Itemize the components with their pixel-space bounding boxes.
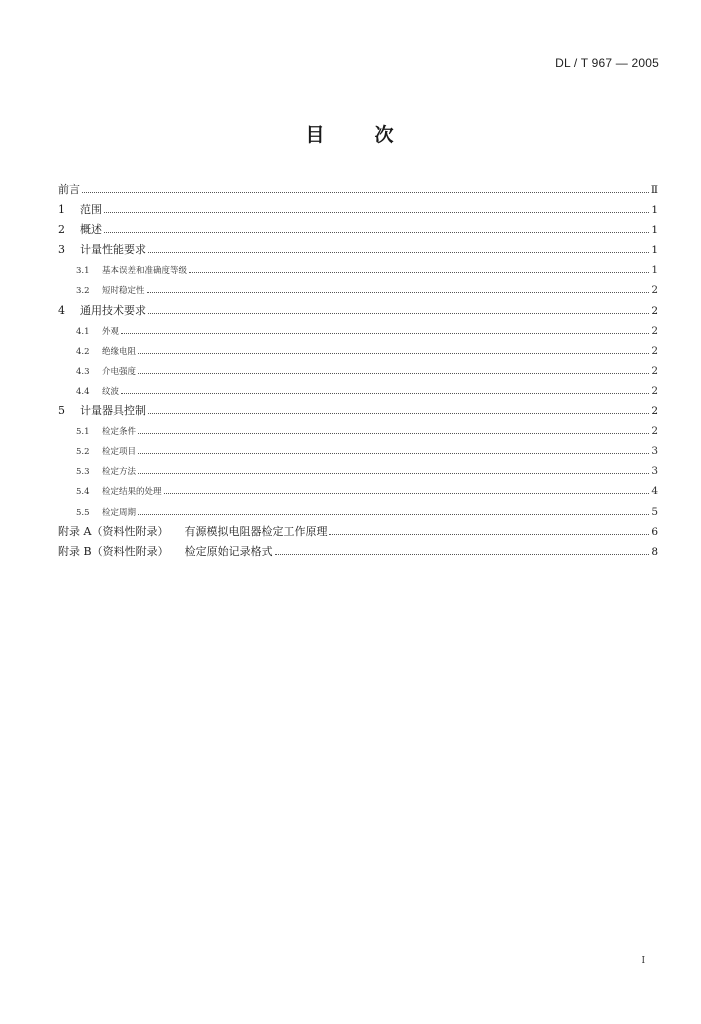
toc-entry-text: 外观 bbox=[102, 326, 120, 337]
toc-entry-page: 2 bbox=[651, 344, 658, 357]
dot-leader bbox=[121, 393, 649, 394]
toc-entry-text: 检定项目 bbox=[102, 447, 137, 458]
toc-entry-number: 5.1 bbox=[76, 427, 90, 438]
toc-entry-4-3[interactable] bbox=[58, 361, 658, 381]
dot-leader bbox=[104, 212, 649, 213]
toc-entry-page: 1 bbox=[651, 204, 658, 217]
dot-leader bbox=[104, 232, 649, 233]
toc-entry-text: 计量器具控制 bbox=[80, 404, 146, 418]
toc-entry-number: 3.1 bbox=[76, 266, 90, 277]
toc-entry-3[interactable] bbox=[58, 240, 658, 260]
toc-entry-number: 5.4 bbox=[76, 487, 90, 498]
document-code: DL / T 967 — 2005 bbox=[555, 56, 659, 70]
toc-title-part2: 次 bbox=[374, 124, 396, 146]
toc-entry-number: 1 bbox=[58, 203, 65, 217]
toc-entry-page: Ⅱ bbox=[650, 184, 658, 196]
toc-entry-number: 4.1 bbox=[76, 326, 90, 337]
toc-entry-appendix-a[interactable] bbox=[58, 522, 658, 542]
toc-entry-page: 2 bbox=[651, 324, 658, 337]
toc-entry-number: 5.2 bbox=[76, 447, 90, 458]
toc-entry-page: 1 bbox=[651, 224, 658, 237]
toc-entry-5-4[interactable] bbox=[58, 481, 658, 501]
toc-entry-page: 3 bbox=[651, 465, 658, 478]
toc-entry-page: 2 bbox=[651, 284, 658, 297]
dot-leader bbox=[148, 413, 649, 414]
toc-entry-2[interactable] bbox=[58, 220, 658, 240]
toc-entry-text: 检定周期 bbox=[102, 507, 137, 518]
toc-entry-5-1[interactable] bbox=[58, 421, 658, 441]
dot-leader bbox=[138, 433, 649, 434]
toc-entry-text: 纹波 bbox=[102, 386, 120, 397]
toc-entry-4-1[interactable] bbox=[58, 321, 658, 341]
toc-entry-page: 3 bbox=[651, 445, 658, 458]
toc-entry-text: 检定条件 bbox=[102, 427, 137, 438]
toc-entry-4[interactable] bbox=[58, 301, 658, 321]
toc-entry-text: 绝缘电阻 bbox=[102, 346, 137, 357]
toc-entry-page: 2 bbox=[651, 304, 658, 317]
toc-entry-page: 2 bbox=[651, 384, 658, 397]
toc-entry-3-1[interactable] bbox=[58, 260, 658, 280]
toc-entry-5-2[interactable] bbox=[58, 441, 658, 461]
toc-entry-appendix-label: 附录 B（资料性附录） bbox=[58, 544, 169, 558]
dot-leader bbox=[189, 272, 649, 273]
toc-entry-number: 2 bbox=[58, 223, 65, 237]
dot-leader bbox=[138, 514, 649, 515]
toc-entry-text: 有源模拟电阻器检定工作原理 bbox=[184, 524, 328, 538]
toc-entry-1[interactable] bbox=[58, 200, 658, 220]
toc-entry-foreword[interactable] bbox=[58, 180, 658, 200]
toc-entry-3-2[interactable] bbox=[58, 280, 658, 300]
toc-entry-page: 1 bbox=[651, 244, 658, 257]
toc-entry-number: 4.4 bbox=[76, 386, 90, 397]
dot-leader bbox=[121, 333, 649, 334]
toc-entry-page: 2 bbox=[651, 405, 658, 418]
toc-title bbox=[0, 120, 701, 147]
toc-entry-text: 短时稳定性 bbox=[102, 286, 145, 297]
toc-entry-number: 4 bbox=[58, 303, 65, 317]
toc-entry-5-3[interactable] bbox=[58, 461, 658, 481]
toc-entry-4-2[interactable] bbox=[58, 341, 658, 361]
toc-entry-4-4[interactable] bbox=[58, 381, 658, 401]
toc-entry-number: 5.5 bbox=[76, 507, 90, 518]
toc-entry-page: 1 bbox=[651, 264, 658, 277]
table-of-contents bbox=[58, 180, 658, 562]
dot-leader bbox=[147, 292, 650, 293]
dot-leader bbox=[138, 453, 649, 454]
toc-entry-text: 计量性能要求 bbox=[80, 243, 146, 257]
toc-entry-number: 5 bbox=[58, 404, 65, 418]
dot-leader bbox=[148, 313, 649, 314]
toc-title-part1: 目 bbox=[305, 124, 327, 146]
toc-entry-page: 2 bbox=[651, 364, 658, 377]
dot-leader bbox=[148, 252, 649, 253]
toc-entry-number: 5.3 bbox=[76, 467, 90, 478]
toc-entry-text: 概述 bbox=[80, 223, 102, 237]
dot-leader bbox=[138, 373, 649, 374]
toc-entry-text: 介电强度 bbox=[102, 366, 137, 377]
toc-entry-number: 3.2 bbox=[76, 286, 90, 297]
toc-entry-text: 基本误差和准确度等级 bbox=[102, 266, 188, 277]
toc-entry-5-5[interactable] bbox=[58, 502, 658, 522]
toc-entry-text: 检定结果的处理 bbox=[102, 487, 162, 498]
page-number: I bbox=[641, 956, 645, 966]
toc-entry-page: 8 bbox=[651, 545, 658, 558]
dot-leader bbox=[82, 192, 649, 193]
toc-entry-page: 5 bbox=[651, 505, 658, 518]
toc-entry-page: 4 bbox=[651, 485, 658, 498]
dot-leader bbox=[138, 353, 649, 354]
toc-entry-page: 2 bbox=[651, 425, 658, 438]
dot-leader bbox=[329, 534, 649, 535]
toc-entry-text: 前言 bbox=[58, 183, 80, 196]
toc-entry-page: 6 bbox=[651, 525, 658, 538]
toc-entry-appendix-b[interactable] bbox=[58, 542, 658, 562]
toc-entry-text: 检定原始记录格式 bbox=[184, 544, 273, 558]
dot-leader bbox=[164, 493, 650, 494]
toc-entry-appendix-label: 附录 A（资料性附录） bbox=[58, 524, 169, 538]
toc-entry-number: 4.3 bbox=[76, 366, 90, 377]
toc-entry-text: 范围 bbox=[80, 203, 102, 217]
toc-entry-number: 4.2 bbox=[76, 346, 90, 357]
dot-leader bbox=[275, 554, 650, 555]
toc-entry-text: 通用技术要求 bbox=[80, 303, 146, 317]
dot-leader bbox=[138, 473, 649, 474]
toc-entry-number: 3 bbox=[58, 243, 65, 257]
toc-entry-text: 检定方法 bbox=[102, 467, 137, 478]
toc-entry-5[interactable] bbox=[58, 401, 658, 421]
